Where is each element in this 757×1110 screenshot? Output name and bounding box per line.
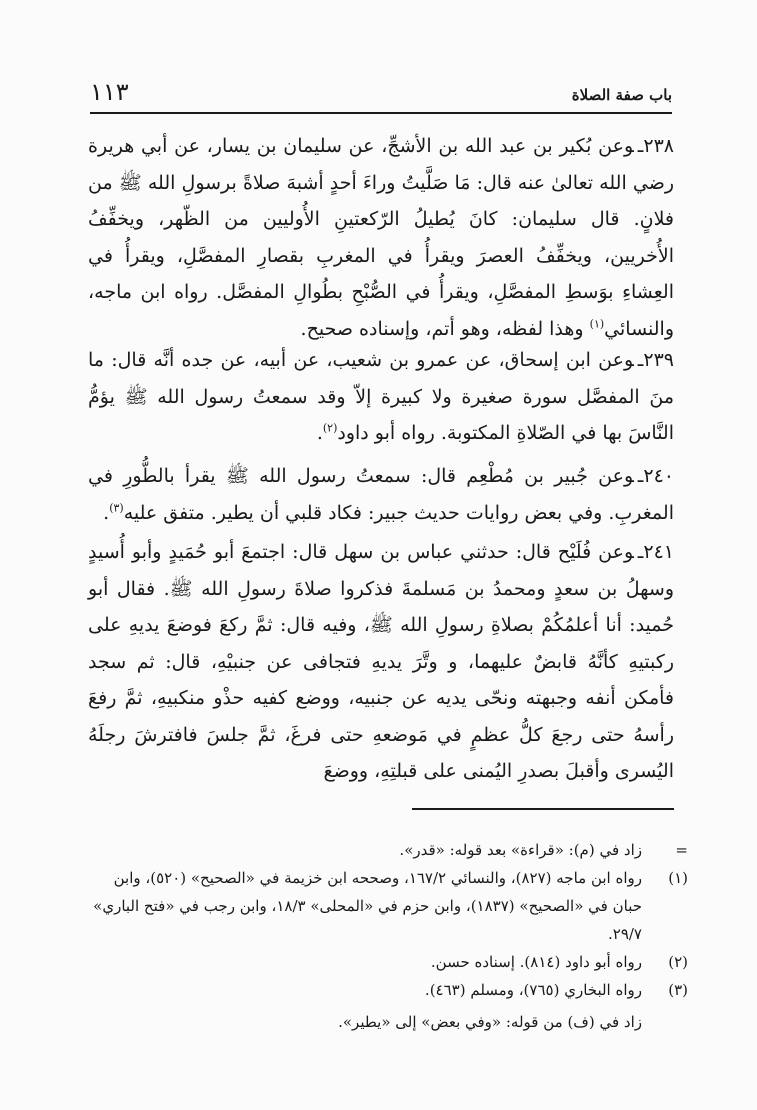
hadith-number: ٢٣٨ـ [637,135,674,157]
footnote-mark: (٢) [668,953,688,971]
footnote-mark: = [675,841,688,859]
footnote-2 [88,948,688,976]
hadith-number: ٢٤١ـ [637,541,674,563]
footnote-1 [88,864,688,948]
footnotes [88,836,688,1036]
hadith-238 [88,128,674,342]
hadith-240 [88,458,674,534]
hadith-241 [88,534,674,790]
footnote-mark: (٣) [668,981,688,999]
main-text [88,128,674,790]
footnote-divider [412,808,674,810]
hadith-number: ٢٣٩ـ [637,349,674,371]
hadith-number: ٢٤٠ـ [637,465,674,487]
footnote-trailing [88,1008,688,1036]
hadith-tail: وهذا لفظه، وهو أتم، وإسناده صحيح. [300,317,590,340]
footnote-ref: (١) [589,317,605,331]
hadith-tail: . [103,501,110,524]
running-title: باب صفة الصلاة [571,86,672,104]
hadith-239 [88,342,674,458]
footnote-text: رواه ابن ماجه (٨٢٧)، والنسائي ١٦٧/٢، وصححه ابن خزيمة في «الصحيح» (٥٢٠)، وابن حبان في «الصحيح» (١٨٣٧)، وابن حزم في «المحلى» ١٨/٣، وابن رجب في «فتح الباري» ٢٩/٧. [93,869,642,943]
footnote-text: رواه أبو داود (٨١٤). إسناده حسن. [430,953,642,971]
hadith-text: وعن ابن إسحاق، عن عمرو بن شعيب، عن أبيه، عن جده أنَّه قال: ما منَ المفصَّل سورة صغيرة ولا كبيرة إلاّ وقد سمعتُ رسول الله ﷺ يؤمُّ النَّاسَ بها في الصّلاةِ المكتوبة. رواه أبو داود [88,349,674,444]
hadith-text: وعن بُكير بن عبد الله بن الأشجِّ، عن سليمان بن يسار، عن أبي هريرة رضي الله تعالىٰ عنه قال: مَا صَلَّيتُ وراءَ أحدٍ أشبهَ صلاةً برسولِ الله ﷺ من فلانٍ. قال سليمان: كانَ يُطيلُ الرّكعتينِ الأُوليين من الظّهر، ويخفِّفُ الأُخريين، ويخفِّفُ العصرَ ويقرأُ في المغربِ بقصارِ المفصَّلِ، ويقرأُ في العِشاءِ بوَسطِ المفصَّلِ، ويقرأُ في الصُّبْحِ بطُوالِ المفصَّل. رواه ابن ماجه، والنسائي [88,135,674,340]
hadith-tail: . [316,422,323,444]
footnote-carryover [88,836,688,864]
page-number: ١١٣ [90,78,129,106]
page-header [90,72,672,114]
footnote-mark: (١) [668,869,688,887]
hadith-text: وعن فُلَيْح قال: حدثني عباس بن سهل قال: اجتمعَ أبو حُمَيدٍ وأبو أُسيدٍ وسهلُ بن سعدٍ ومحمدُ بن مَسلمةَ فذكروا صلاةَ رسولِ الله ﷺ. فقال أبو حُميد: أنا أعلمُكُمْ بصلاةِ رسولِ الله ﷺ، وفيه قال: ثمَّ ركعَ فوضعَ يديهِ على ركبتيهِ كأنَّهُ قابضٌ عليهما، و وتَّرَ يديهِ فتجافى عن جنبيْهِ، قال: ثم سجد فأمكن أنفه وجبهته ونحّى يديه عن جنبيه، ووضع كفيه حذْو منكبيهِ، ثمَّ رفعَ رأسهُ حتى رجعَ كلُّ عظمٍ في مَوضعهِ حتى فرغَ، ثمَّ جلسَ فافترشَ رجلَهُ اليُسرى وأقبلَ بصدرِ اليُمنى على قبلتِهِ، ووضعَ [88,541,675,782]
hadith-text: وعن جُبير بن مُطْعِم قال: سمعتُ رسول الله ﷺ يقرأ بالطُّورِ في المغربِ. وفي بعض روايات حديث جبير: فكاد قلبي أن يطير. متفق عليه [88,465,674,524]
footnote-text: زاد في (ف) من قوله: «وفي بعض» إلى «يطير». [338,1013,642,1031]
footnote-text: زاد في (م): «قراءة» بعد قوله: «قدر». [399,841,642,859]
footnote-3 [88,976,688,1004]
footnote-ref: (٣) [109,501,124,515]
footnote-ref: (٢) [322,421,338,435]
footnote-text: رواه البخاري (٧٦٥)، ومسلم (٤٦٣). [424,981,642,999]
